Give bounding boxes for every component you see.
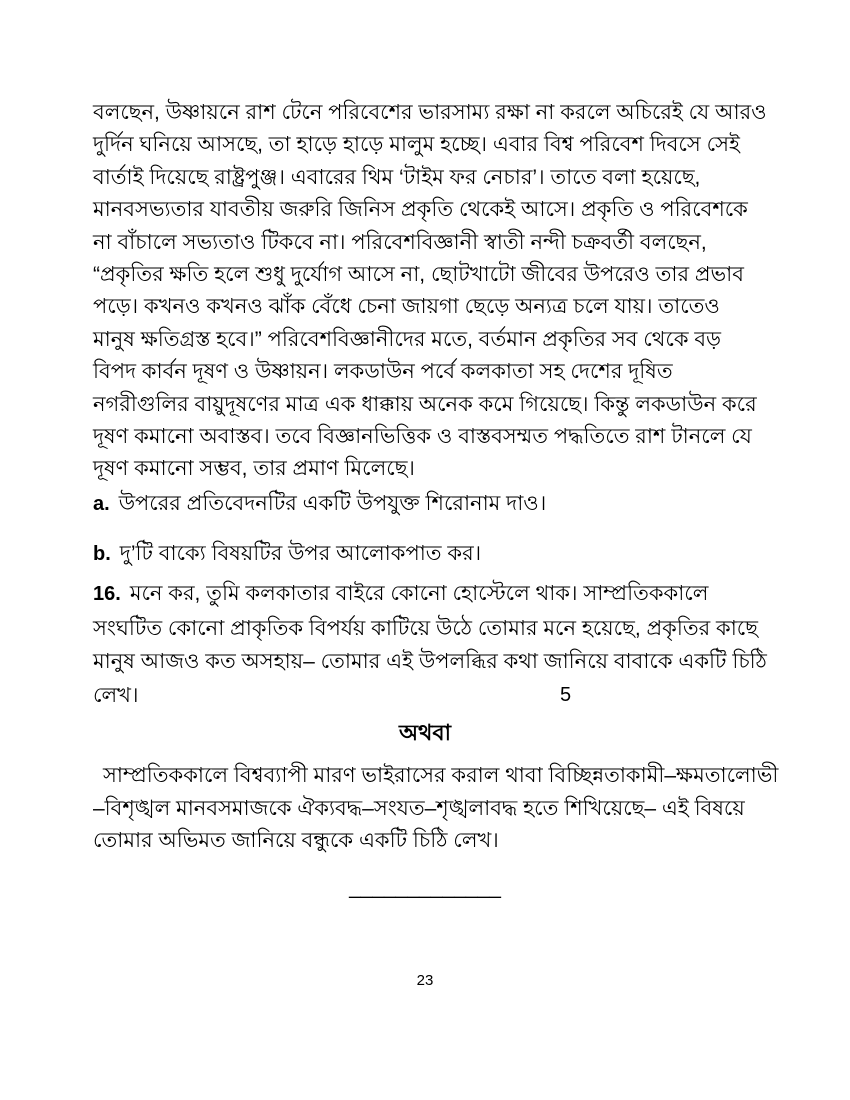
text-line: মানুষ ক্ষতিগ্রস্ত হবে।” পরিবেশবিজ্ঞানীদের মতে, বর্তমান প্রকৃতির সব থেকে বড় xyxy=(93,327,722,351)
question-16-text-4: লেখ। xyxy=(93,683,139,707)
question-16 xyxy=(93,577,767,712)
or-divider-heading: অথবা xyxy=(399,720,451,745)
text-line: বিপদ কার্বন দূষণ ও উষ্ণায়ন। লকডাউন পর্বে কলকাতা সহ দেশের দূষিত xyxy=(93,360,673,384)
question-16-number: 16. xyxy=(93,583,121,605)
text-line: পড়ে। কখনও কখনও ঝাঁক বেঁধে চেনা জায়গা ছেড়ে অন্যত্র চলে যায়। তাতেও xyxy=(93,295,720,319)
text-line: মানবসভ্যতার যাবতীয় জরুরি জিনিস প্রকৃতি থেকেই আসে। প্রকৃতি ও পরিবেশকে xyxy=(93,198,748,222)
sub-question-b xyxy=(93,537,757,571)
marks-value: 5 xyxy=(560,683,572,706)
text-line: বার্তাই দিয়েছে রাষ্ট্রপুঞ্জ। এবারের থিম ‘টাইম ফর নেচার’। তাতে বলা হয়েছে, xyxy=(93,165,701,189)
question-16-line-4 xyxy=(93,679,757,713)
text-line: “প্রকৃতির ক্ষতি হলে শুধু দুর্যোগ আসে না, ছোটখাটো জীবের উপরেও তার প্রভাব xyxy=(93,263,744,287)
sub-question-a xyxy=(93,487,757,521)
text-line: দূষণ কমানো অবাস্তব। তবে বিজ্ঞানভিত্তিক ও বাস্তবসম্মত পদ্ধতিতে রাশ টানলে যে xyxy=(93,425,752,449)
text-line: দুর্দিন ঘনিয়ে আসছে, তা হাড়ে হাড়ে মালুম হচ্ছে। এবার বিশ্ব পরিবেশ দিবসে সেই xyxy=(93,133,740,157)
alternative-question xyxy=(93,760,779,858)
sub-question-a-label: a. xyxy=(93,493,110,515)
question-16-line-2: সংঘটিত কোনো প্রাকৃতিক বিপর্যয় কাটিয়ে উঠে তোমার মনে হয়েছে, প্রকৃতির কাছে xyxy=(93,616,758,640)
text-line: দূষণ কমানো সম্ভব, তার প্রমাণ মিলেছে। xyxy=(93,457,415,481)
page-number: 23 xyxy=(416,972,434,989)
question-16-line-3: মানুষ আজও কত অসহায়– তোমার এই উপলব্ধির কথা জানিয়ে বাবাকে একটি চিঠি xyxy=(93,650,767,673)
text-line: তোমার অভিমত জানিয়ে বন্ধুকে একটি চিঠি লেখ। xyxy=(93,829,499,852)
text-line: সাম্প্রতিককালে বিশ্বব্যাপী মারণ ভাইরাসের করাল থাবা বিচ্ছিন্নতাকামী–ক্ষমতালোভী xyxy=(103,764,779,787)
text-line: নগরীগুলির বায়ুদূষণের মাত্র এক ধাক্কায় অনেক কমে গিয়েছে। কিন্তু লকডাউন করে xyxy=(93,392,757,416)
text-line: না বাঁচালে সভ্যতাও টিকবে না। পরিবেশবিজ্ঞানী স্বাতী নন্দী চক্রবর্তী বলছেন, xyxy=(93,230,707,254)
sub-question-b-text: দু’টি বাক্যে বিষয়টির উপর আলোকপাত কর। xyxy=(119,542,482,565)
sub-question-b-label: b. xyxy=(93,543,111,565)
horizontal-rule: _____________ xyxy=(349,876,501,899)
text-line: –বিশৃঙ্খল মানবসমাজকে ঐক্যবদ্ধ–সংযত–শৃঙ্খলাবদ্ধ হতে শিখিয়েছে– এই বিষয়ে xyxy=(93,796,745,820)
sub-question-a-text: উপরের প্রতিবেদনটির একটি উপযুক্ত শিরোনাম দাও। xyxy=(118,492,547,515)
passage-paragraph xyxy=(93,97,767,486)
question-16-text-1: মনে কর, তুমি কলকাতার বাইরে কোনো হোস্টেলে থাক। সাম্প্রতিককালে xyxy=(129,582,709,605)
text-line: বলছেন, উষ্ণায়নে রাশ টেনে পরিবেশের ভারসাম্য রক্ষা না করলে অচিরেই যে আরও xyxy=(93,101,767,124)
question-16-line-1 xyxy=(93,577,757,612)
